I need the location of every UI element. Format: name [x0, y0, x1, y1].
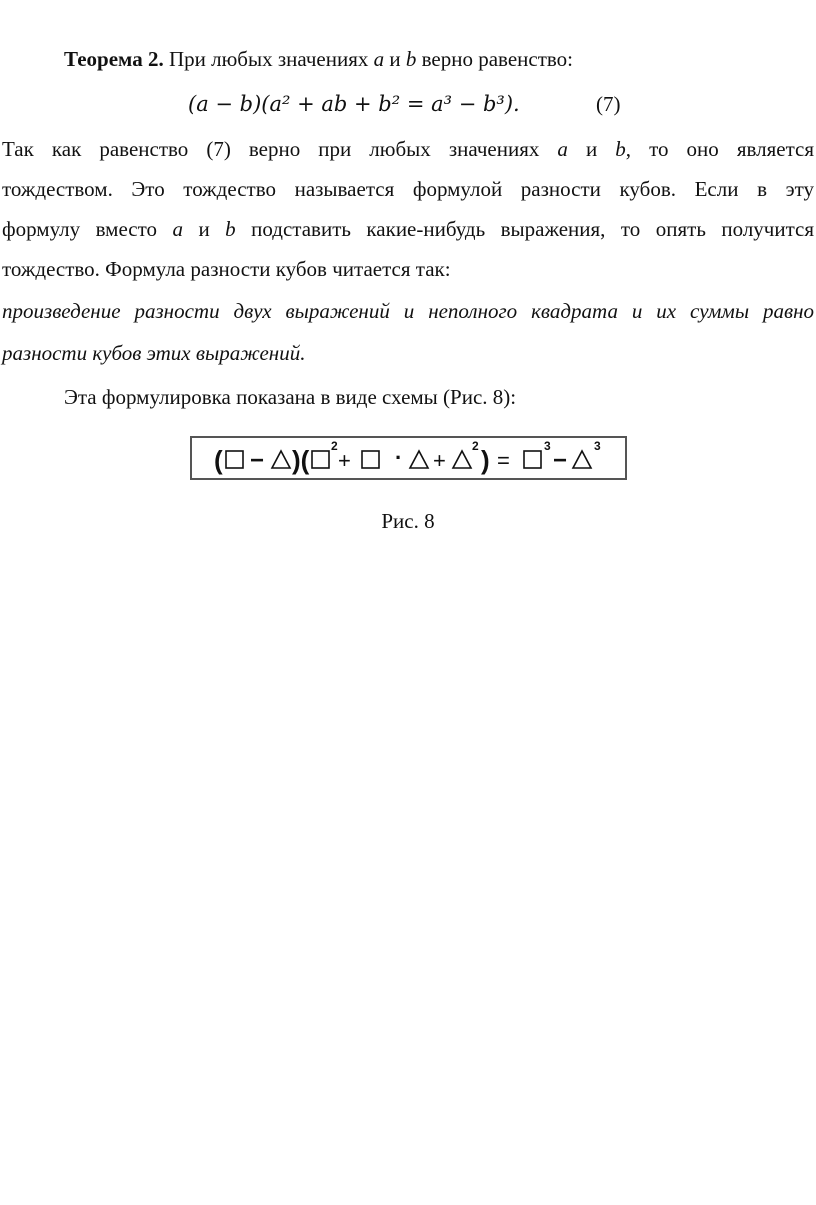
paragraph-and: и — [198, 217, 210, 241]
paragraph-text: Так как равенство (7) верно при любых значениях — [2, 137, 540, 161]
triangle-icon — [272, 451, 290, 468]
paragraph-text: , то оно является — [625, 137, 815, 161]
paragraph-text: тождество. Формула разности кубов читается так: — [2, 257, 451, 281]
theorem-and: и — [389, 47, 401, 71]
paragraph-and: и — [585, 137, 598, 161]
theorem-line — [64, 46, 573, 72]
theorem-text-1: При любых значениях — [168, 47, 369, 71]
rule-line-1 — [2, 298, 814, 324]
square-icon — [226, 451, 243, 468]
equals-sign: = — [497, 448, 510, 473]
theorem-label: Теорема 2. — [64, 47, 164, 71]
paragraph-text: подставить какие-нибудь выражения, то опять получится — [251, 217, 815, 241]
formula-text: (a − b)(a² + ab + b² = a³ − b³). — [188, 92, 520, 116]
exponent-2: 2 — [472, 439, 479, 453]
close-paren: ) — [481, 445, 490, 475]
variable-b: b — [225, 217, 236, 241]
triangle-icon — [573, 451, 591, 468]
scheme-intro — [64, 384, 516, 410]
triangle-icon — [453, 451, 471, 468]
open-paren: ( — [214, 445, 223, 475]
minus-sign: − — [250, 447, 265, 474]
theorem-text-2: верно равенство: — [421, 47, 573, 71]
equation-number: (7) — [596, 92, 621, 116]
square-icon — [312, 451, 329, 468]
rule-text: произведение разности двух выражений и неполного квадрата и их суммы равно — [2, 299, 814, 323]
plus-sign: + — [433, 448, 446, 473]
rule-text: разности кубов этих выражений. — [2, 341, 306, 365]
paragraph-line-2 — [2, 176, 814, 202]
exponent-3: 3 — [544, 439, 551, 453]
variable-a: a — [172, 217, 183, 241]
paragraph-text: тождеством. Это тождество называется формулой разности кубов. Если в эту — [2, 177, 814, 201]
triangle-icon — [410, 451, 428, 468]
variable-a: a — [373, 47, 385, 71]
plus-sign: + — [338, 448, 351, 473]
figure-caption: Рис. 8 — [381, 509, 435, 533]
scheme-svg — [192, 438, 625, 478]
exponent-3: 3 — [594, 439, 601, 453]
paragraph-text: формулу вместо — [2, 217, 158, 241]
scheme-intro-text: Эта формулировка показана в виде схемы (Рис. 8): — [64, 385, 517, 409]
formula-difference-of-cubes — [188, 90, 520, 118]
exponent-2: 2 — [331, 439, 338, 453]
variable-b: b — [405, 47, 417, 71]
square-icon — [524, 451, 541, 468]
paragraph-line-1 — [2, 136, 814, 162]
variable-b: b — [615, 137, 626, 161]
paragraph-line-4 — [2, 256, 451, 282]
square-icon — [362, 451, 379, 468]
dot-sign: · — [395, 445, 403, 470]
minus-sign: − — [553, 447, 568, 474]
rule-line-2 — [2, 340, 305, 366]
paragraph-line-3 — [2, 216, 814, 242]
scheme-figure — [190, 436, 627, 480]
close-open-paren: )( — [292, 445, 310, 475]
variable-a: a — [557, 137, 568, 161]
